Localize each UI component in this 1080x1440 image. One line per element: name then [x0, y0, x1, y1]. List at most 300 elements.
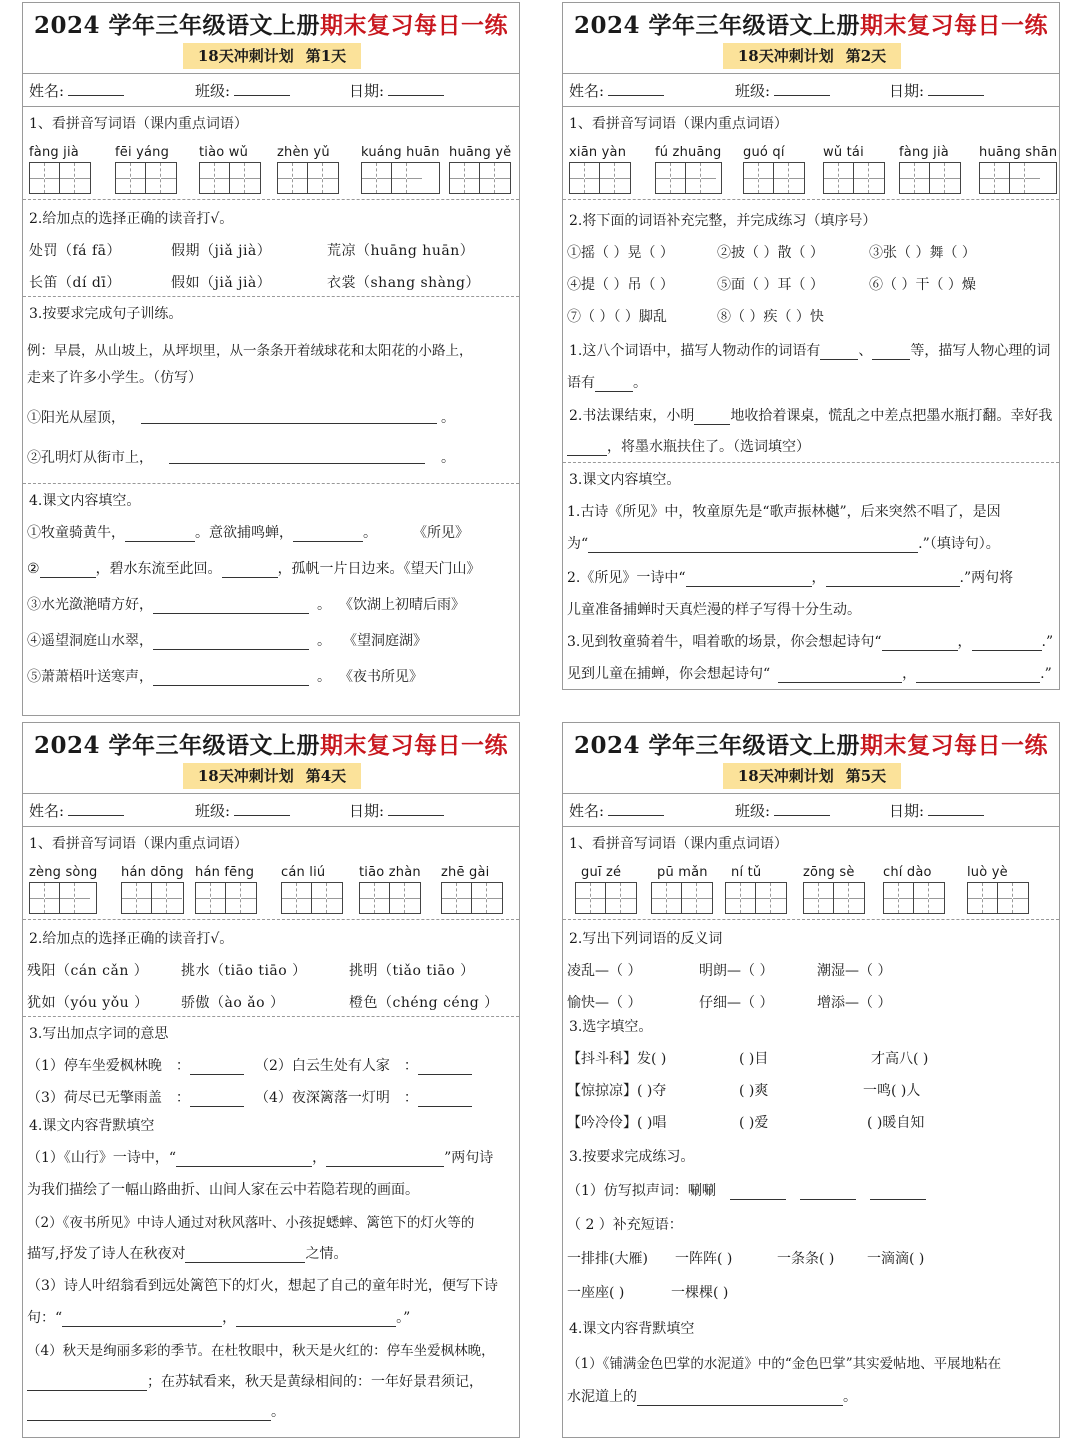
fill-text: ，: [312, 1150, 327, 1166]
info-row: [23, 74, 519, 107]
fill-text: ”两句诗: [444, 1150, 494, 1166]
section-meaning: [23, 1017, 519, 1113]
class-blank[interactable]: [774, 81, 830, 96]
pinyin-item: [883, 865, 945, 914]
fill-text: 。: [843, 1389, 857, 1405]
idiom-item[interactable]: ⑥（ ）干（ ）燥: [869, 277, 976, 293]
practice-text: （1）仿写拟声词：唰唰: [567, 1183, 716, 1199]
section-pinyin: [23, 827, 519, 920]
fill-text: ，孤帆一片日边来。: [277, 561, 404, 577]
question-text: 语有: [567, 375, 595, 391]
section-title: 1、看拼音写词语（课内重点词语）: [569, 836, 788, 852]
writing-grid[interactable]: [967, 882, 1029, 914]
fill-text: （1）《铺满金色巴掌的水泥道》中的“金色巴掌”其实爱帖地、平展地粘在: [567, 1356, 1002, 1372]
char-choice[interactable]: 才高八( ): [871, 1051, 929, 1067]
name-blank[interactable]: [608, 81, 664, 96]
pinyin-item: [281, 865, 343, 914]
class-field[interactable]: [195, 80, 290, 101]
question-text: ，将墨水瓶扶住了。（选词填空）: [607, 439, 810, 455]
section-sentence: [23, 297, 519, 484]
section-title: 2.将下面的词语补充完整，并完成练习（填序号）: [569, 213, 877, 229]
info-row: [563, 794, 1059, 827]
name-label: 姓名:: [29, 802, 65, 820]
pronunciation-option[interactable]: 犹如（yóu yǒu ）: [27, 995, 149, 1011]
char-choice[interactable]: ( )爽: [739, 1083, 769, 1099]
fill-text: 句：“: [27, 1310, 63, 1326]
answer-blank[interactable]: [169, 449, 425, 464]
pinyin-text: guó qí: [743, 145, 785, 160]
fill-text: ④遥望洞庭山水翠，: [27, 633, 153, 649]
phrase-item[interactable]: 一棵棵( ): [671, 1285, 729, 1301]
answer-blank[interactable]: [153, 671, 309, 686]
punct: 。: [441, 410, 455, 426]
section-idiom-complete: [563, 200, 1059, 463]
date-blank[interactable]: [928, 81, 984, 96]
plan-banner: [183, 43, 361, 69]
pinyin-text: chí dào: [883, 865, 932, 880]
section-text-fill: [563, 1314, 1059, 1432]
day-label: 第1天: [305, 47, 347, 65]
sentence-prompt: ①阳光从屋顶，: [27, 410, 125, 426]
writing-grid[interactable]: [29, 882, 97, 914]
plan-label: 18天冲刺计划: [737, 47, 834, 65]
idiom-item[interactable]: ⑧（ ）疾（ ）快: [717, 309, 824, 325]
antonym-item[interactable]: 潮湿—（ ）: [817, 963, 892, 979]
sheet-title: [23, 7, 519, 40]
date-field[interactable]: [889, 800, 984, 821]
idiom-item[interactable]: ②披（ ）散（ ）: [717, 245, 824, 261]
fill-text: ，: [222, 1310, 237, 1326]
pinyin-text: fēi yáng: [115, 145, 170, 160]
pinyin-text: fàng jià: [29, 145, 79, 160]
pinyin-item: [575, 865, 637, 914]
pinyin-text: hán dōng: [121, 865, 184, 880]
question-text: ，: [902, 666, 917, 682]
date-blank[interactable]: [388, 801, 444, 816]
writing-grid[interactable]: [449, 162, 511, 194]
question-text: .”: [1040, 666, 1052, 682]
answer-blank[interactable]: [778, 668, 902, 683]
pinyin-item: [361, 145, 440, 194]
sheet-header: [23, 3, 519, 74]
idiom-item[interactable]: ①摇（ ）晃（ ）: [567, 245, 674, 261]
sentence-item: [27, 447, 153, 467]
writing-grid[interactable]: [195, 882, 257, 914]
pinyin-text: zōng sè: [803, 865, 855, 880]
section-text-fill: [23, 1113, 519, 1433]
phrase-item[interactable]: 一滴滴( ): [867, 1251, 925, 1267]
name-field[interactable]: [569, 800, 664, 821]
fill-text: ③水光潋滟晴方好，: [27, 597, 153, 613]
answer-blank[interactable]: [418, 1060, 472, 1075]
title-highlight: 期末复习每日一练: [320, 732, 509, 759]
pinyin-text: zèng sòng: [29, 865, 98, 880]
answer-blank[interactable]: [190, 1092, 244, 1107]
section-title: 2.写出下列词语的反义词: [569, 931, 723, 947]
question-text: 3.见到牧童骑着牛，唱着歌的场景，你会想起诗句“: [567, 634, 882, 650]
answer-blank[interactable]: [588, 538, 918, 553]
answer-blank[interactable]: [153, 635, 309, 650]
pinyin-text: xiān yàn: [569, 145, 627, 160]
fill-line: [567, 1386, 857, 1406]
question-line: [567, 631, 1053, 651]
section-title: 3.按要求完成练习。: [569, 1149, 695, 1165]
date-field[interactable]: [349, 80, 444, 101]
pinyin-item: [979, 145, 1057, 194]
name-field[interactable]: [29, 80, 124, 101]
date-field[interactable]: [349, 800, 444, 821]
pinyin-item: [651, 865, 713, 914]
fill-text: ，碧水东流至此回。: [95, 561, 222, 577]
example-sentence: 走来了许多小学生。（仿写）: [27, 370, 202, 386]
pronunciation-option[interactable]: 处罚（fá fā）: [29, 243, 122, 259]
char-choice[interactable]: ( )爱: [739, 1115, 769, 1131]
class-field[interactable]: [735, 80, 830, 101]
antonym-item[interactable]: 增添—（ ）: [817, 995, 892, 1011]
fill-text: ；在苏轼看来，秋天是黄绿相间的：一年好景君须记，: [147, 1374, 483, 1390]
answer-blank[interactable]: [916, 668, 1040, 683]
title-highlight: 期末复习每日一练: [860, 12, 1049, 39]
info-row: [23, 794, 519, 827]
pinyin-text: huāng yě: [449, 145, 512, 160]
answer-blank[interactable]: [800, 1185, 856, 1200]
antonym-item[interactable]: 明朗—（ ）: [699, 963, 774, 979]
meaning-row: [255, 1055, 472, 1075]
idiom-item[interactable]: ⑤面（ ）耳（ ）: [717, 277, 824, 293]
date-blank[interactable]: [928, 801, 984, 816]
section-pinyin: [563, 107, 1059, 200]
name-field[interactable]: [569, 80, 664, 101]
question-line: [569, 340, 1050, 360]
fill-text: ②: [27, 561, 40, 577]
answer-blank[interactable]: [595, 377, 633, 392]
answer-blank[interactable]: [870, 1185, 926, 1200]
antonym-item[interactable]: 凌乱—（ ）: [567, 963, 642, 979]
writing-grid[interactable]: [651, 882, 713, 914]
writing-grid[interactable]: [883, 882, 945, 914]
writing-grid[interactable]: [823, 162, 885, 194]
writing-grid[interactable]: [29, 162, 91, 194]
section-title: 1、看拼音写词语（课内重点词语）: [29, 836, 248, 852]
answer-blank[interactable]: [236, 1312, 396, 1327]
day-label: 第5天: [845, 767, 887, 785]
section-antonym: [563, 920, 1059, 1014]
name-blank[interactable]: [68, 801, 124, 816]
answer-blank[interactable]: [694, 410, 730, 425]
pinyin-text: hán fēng: [195, 865, 255, 880]
pinyin-item: [115, 145, 177, 194]
antonym-item[interactable]: 仔细—（ ）: [699, 995, 774, 1011]
section-text-fill: [23, 484, 519, 714]
question-text: 2.书法课结束，小明: [569, 408, 695, 424]
idiom-item[interactable]: ④提（ ）吊（ ）: [567, 277, 674, 293]
char-choice[interactable]: 一鸣( )人: [863, 1083, 921, 1099]
question-text: ，: [811, 570, 826, 586]
worksheet-day-1: [22, 2, 520, 716]
pronunciation-option[interactable]: 衣裳（shang shàng）: [327, 275, 481, 291]
char-choice[interactable]: 【吟冷伶】( )唱: [567, 1115, 667, 1131]
pinyin-item: [823, 145, 885, 194]
writing-grid[interactable]: [803, 882, 865, 914]
sentence-prompt: ②孔明灯从街市上，: [27, 450, 153, 466]
poem-source: 《夜书所见》: [339, 669, 423, 685]
idiom-item[interactable]: ③张（ ）舞（ ）: [869, 245, 976, 261]
section-title: 3.按要求完成句子训练。: [29, 306, 183, 322]
pronunciation-option[interactable]: 骄傲（ào ǎo ）: [181, 995, 285, 1011]
pinyin-text: ní tǔ: [731, 865, 762, 880]
writing-grid[interactable]: [115, 162, 177, 194]
answer-blank[interactable]: [882, 636, 958, 651]
meaning-row: [27, 1055, 244, 1075]
answer-blank[interactable]: [686, 572, 812, 587]
answer-blank[interactable]: [153, 599, 309, 614]
answer-blank[interactable]: [27, 1406, 271, 1421]
question-line: [567, 533, 1000, 553]
colon: ：: [175, 1058, 190, 1074]
meaning-row: [27, 1087, 244, 1107]
char-choice[interactable]: 【惊掠凉】( )夺: [567, 1083, 667, 1099]
answer-blank[interactable]: [567, 441, 607, 456]
day-label: 第4天: [305, 767, 347, 785]
pronunciation-option[interactable]: 假如（jiǎ jià）: [171, 275, 272, 291]
writing-grid[interactable]: [725, 882, 787, 914]
writing-grid[interactable]: [121, 882, 184, 914]
question-text: .”两句将: [959, 570, 1014, 586]
pinyin-text: kuáng huān: [361, 145, 440, 160]
pronunciation-option[interactable]: 长笛（dí dī）: [29, 275, 121, 291]
info-row: [563, 74, 1059, 107]
answer-blank[interactable]: [872, 345, 910, 360]
colon: ：: [403, 1058, 418, 1074]
pinyin-item: [441, 865, 503, 914]
writing-grid[interactable]: [569, 162, 631, 194]
writing-grid[interactable]: [199, 162, 261, 194]
fill-line: [27, 1147, 493, 1167]
sheet-header: [563, 3, 1059, 74]
answer-blank[interactable]: [972, 636, 1042, 651]
name-label: 姓名:: [569, 82, 605, 100]
question-text: 见到儿童在捕蝉，你会想起诗句“: [567, 666, 771, 682]
fill-text: 。: [363, 525, 377, 541]
question-text: 1.这八个词语中，描写人物动作的词语有: [569, 343, 821, 359]
writing-grid[interactable]: [899, 162, 961, 194]
section-title: 4.课文内容背默填空: [569, 1321, 695, 1337]
fill-text: 。: [317, 633, 331, 649]
antonym-item[interactable]: 愉快—（ ）: [567, 995, 642, 1011]
phrase-item[interactable]: 一排排(大雁): [567, 1251, 648, 1267]
pinyin-text: luò yè: [967, 865, 1008, 880]
answer-blank[interactable]: [176, 1152, 312, 1167]
pinyin-item: [277, 145, 339, 194]
answer-blank[interactable]: [40, 563, 96, 578]
answer-blank[interactable]: [293, 527, 363, 542]
answer-blank[interactable]: [820, 345, 858, 360]
section-title: 3.选字填空。: [569, 1019, 653, 1035]
class-blank[interactable]: [774, 801, 830, 816]
answer-blank[interactable]: [125, 527, 195, 542]
pinyin-text: tiāo zhàn: [359, 865, 421, 880]
char-choice[interactable]: ( )目: [739, 1051, 769, 1067]
worksheet-day-4: [22, 722, 520, 1438]
pronunciation-option[interactable]: 挑水（tiāo tiāo ）: [181, 963, 307, 979]
question-text: 地收拾着课桌，慌乱之中差点把墨水瓶打翻。幸好我: [730, 408, 1053, 424]
pinyin-text: zhèn yǔ: [277, 145, 330, 160]
question-text: 。: [633, 375, 647, 391]
answer-blank[interactable]: [826, 572, 960, 587]
plan-banner: [723, 43, 901, 69]
pronunciation-option[interactable]: 挑明（tiǎo tiāo ）: [349, 963, 475, 979]
poem-source: 《望洞庭湖》: [343, 633, 427, 649]
fill-line: [27, 1371, 483, 1391]
answer-blank[interactable]: [418, 1092, 472, 1107]
plan-banner: [183, 763, 361, 789]
question-line: [567, 436, 810, 456]
char-choice[interactable]: 【抖斗科】发( ): [567, 1051, 667, 1067]
class-field[interactable]: [195, 800, 290, 821]
section-practice: [563, 1142, 1059, 1314]
pinyin-text: zhē gài: [441, 865, 490, 880]
pinyin-item: [967, 865, 1029, 914]
pinyin-item: [899, 145, 961, 194]
question-text: .”: [1041, 634, 1054, 650]
date-blank[interactable]: [388, 81, 444, 96]
answer-blank[interactable]: [141, 409, 437, 424]
title-prefix: 2024 学年三年级语文上册: [33, 12, 321, 39]
answer-blank[interactable]: [27, 1376, 147, 1391]
writing-grid[interactable]: [575, 882, 637, 914]
fill-text: 为我们描绘了一幅山路曲折、山间人家在云中若隐若现的画面。: [27, 1182, 419, 1198]
question-line: [569, 405, 1052, 425]
writing-grid[interactable]: [361, 162, 440, 194]
worksheet-day-5: [562, 722, 1060, 1438]
poem-source: 《望天门山》: [403, 561, 481, 577]
poem-source: 《饮湖上初晴后雨》: [339, 597, 465, 613]
fill-line: [27, 666, 331, 686]
section-text-fill: [563, 463, 1059, 690]
class-blank[interactable]: [234, 81, 290, 96]
fill-text: （2）《夜书所见》中诗人通过对秋风落叶、小孩捉蟋蟀、篱笆下的灯火等的: [27, 1215, 475, 1231]
worksheet-day-2: [562, 2, 1060, 690]
meaning-row: [255, 1087, 472, 1107]
answer-blank[interactable]: [62, 1312, 222, 1327]
phrase-item[interactable]: 一阵阵( ): [675, 1251, 733, 1267]
writing-grid[interactable]: [441, 882, 503, 914]
question-line: [567, 372, 647, 392]
fill-text: （1）《山行》一诗中，“: [27, 1150, 177, 1166]
class-label: 班级:: [195, 82, 231, 100]
phrase-item[interactable]: 一条条( ): [777, 1251, 835, 1267]
question-text: ，: [957, 634, 972, 650]
class-label: 班级:: [735, 82, 771, 100]
pronunciation-option[interactable]: 残阳（cán cǎn ）: [27, 963, 149, 979]
section-title: 1、看拼音写词语（课内重点词语）: [569, 116, 788, 132]
fill-text: ①牧童骑黄牛，: [27, 525, 125, 541]
section-title: 1、看拼音写词语（课内重点词语）: [29, 116, 248, 132]
sentence-item: [27, 407, 125, 427]
question-text: 儿童准备捕蝉时天真烂漫的样子写得十分生动。: [567, 602, 861, 618]
answer-blank[interactable]: [326, 1152, 444, 1167]
title-prefix: 2024 学年三年级语文上册: [33, 732, 321, 759]
answer-blank[interactable]: [185, 1248, 305, 1263]
answer-blank[interactable]: [730, 1185, 786, 1200]
date-label: 日期:: [889, 802, 925, 820]
fill-line: [27, 558, 481, 578]
writing-grid[interactable]: [281, 882, 343, 914]
date-field[interactable]: [889, 80, 984, 101]
fill-text: 。”: [396, 1310, 411, 1326]
fill-line: [27, 522, 377, 542]
fill-line: [27, 1307, 410, 1327]
fill-text: ⑤萧萧梧叶送寒声，: [27, 669, 153, 685]
fill-text: 水泥道上的: [567, 1389, 637, 1405]
section-pinyin: [563, 827, 1059, 920]
pinyin-item: [725, 865, 787, 914]
fill-text: 之情。: [305, 1246, 348, 1262]
answer-blank[interactable]: [190, 1060, 244, 1075]
pinyin-item: [195, 865, 257, 914]
idiom-item[interactable]: ⑦（ ）（ ）脚乱: [567, 309, 667, 325]
sheet-header: [563, 723, 1059, 794]
pinyin-item: [569, 145, 631, 194]
name-blank[interactable]: [68, 81, 124, 96]
pinyin-text: guī zé: [581, 865, 622, 880]
class-label: 班级:: [195, 802, 231, 820]
fill-text: 描写,抒发了诗人在秋夜对: [27, 1246, 186, 1262]
section-title: 4.课文内容填空。: [29, 493, 141, 509]
class-field[interactable]: [735, 800, 830, 821]
writing-grid[interactable]: [655, 162, 722, 194]
section-pinyin: [23, 107, 519, 200]
section-pronunciation: [23, 920, 519, 1017]
punct: 。: [441, 450, 455, 466]
answer-blank[interactable]: [637, 1391, 843, 1406]
sheet-title: [23, 727, 519, 760]
question-line: [567, 567, 1013, 587]
answer-blank[interactable]: [222, 563, 278, 578]
writing-grid[interactable]: [979, 162, 1057, 194]
name-field[interactable]: [29, 800, 124, 821]
pinyin-item: [29, 865, 97, 914]
fill-text: 。意欲捕鸣蝉，: [195, 525, 293, 541]
practice-text: （ 2 ）补充短语：: [567, 1217, 683, 1233]
class-blank[interactable]: [234, 801, 290, 816]
pronunciation-option[interactable]: 荒凉（huāng huān）: [327, 243, 475, 259]
writing-grid[interactable]: [743, 162, 805, 194]
pronunciation-option[interactable]: 橙色（chéng céng ）: [349, 995, 499, 1011]
pinyin-item: [199, 145, 261, 194]
section-title: 2.给加点的选择正确的读音打√。: [29, 211, 234, 227]
example-sentence: 例：早晨，从山坡上，从坪坝里，从一条条开着绒球花和太阳花的小路上，: [27, 343, 473, 359]
writing-grid[interactable]: [277, 162, 339, 194]
day-label: 第2天: [845, 47, 887, 65]
pinyin-item: [803, 865, 865, 914]
pinyin-text: fàng jià: [899, 145, 949, 160]
pinyin-text: cán liú: [281, 865, 326, 880]
name-blank[interactable]: [608, 801, 664, 816]
section-title: 2.给加点的选择正确的读音打√。: [29, 931, 234, 947]
colon: ：: [403, 1090, 418, 1106]
plan-label: 18天冲刺计划: [197, 767, 294, 785]
date-label: 日期:: [349, 82, 385, 100]
pronunciation-option[interactable]: 假期（jiǎ jià）: [171, 243, 272, 259]
title-highlight: 期末复习每日一练: [860, 732, 1049, 759]
question-text: 1.古诗《所见》中，牧童原先是“歌声振林樾”，后来突然不唱了，是因: [567, 504, 1001, 520]
char-choice[interactable]: ( )暖自知: [867, 1115, 925, 1131]
title-prefix: 2024 学年三年级语文上册: [573, 732, 861, 759]
phrase-item[interactable]: 一座座( ): [567, 1285, 625, 1301]
writing-grid[interactable]: [359, 882, 421, 914]
meaning-prompt: （1）停车坐爱枫林晚: [27, 1058, 162, 1074]
